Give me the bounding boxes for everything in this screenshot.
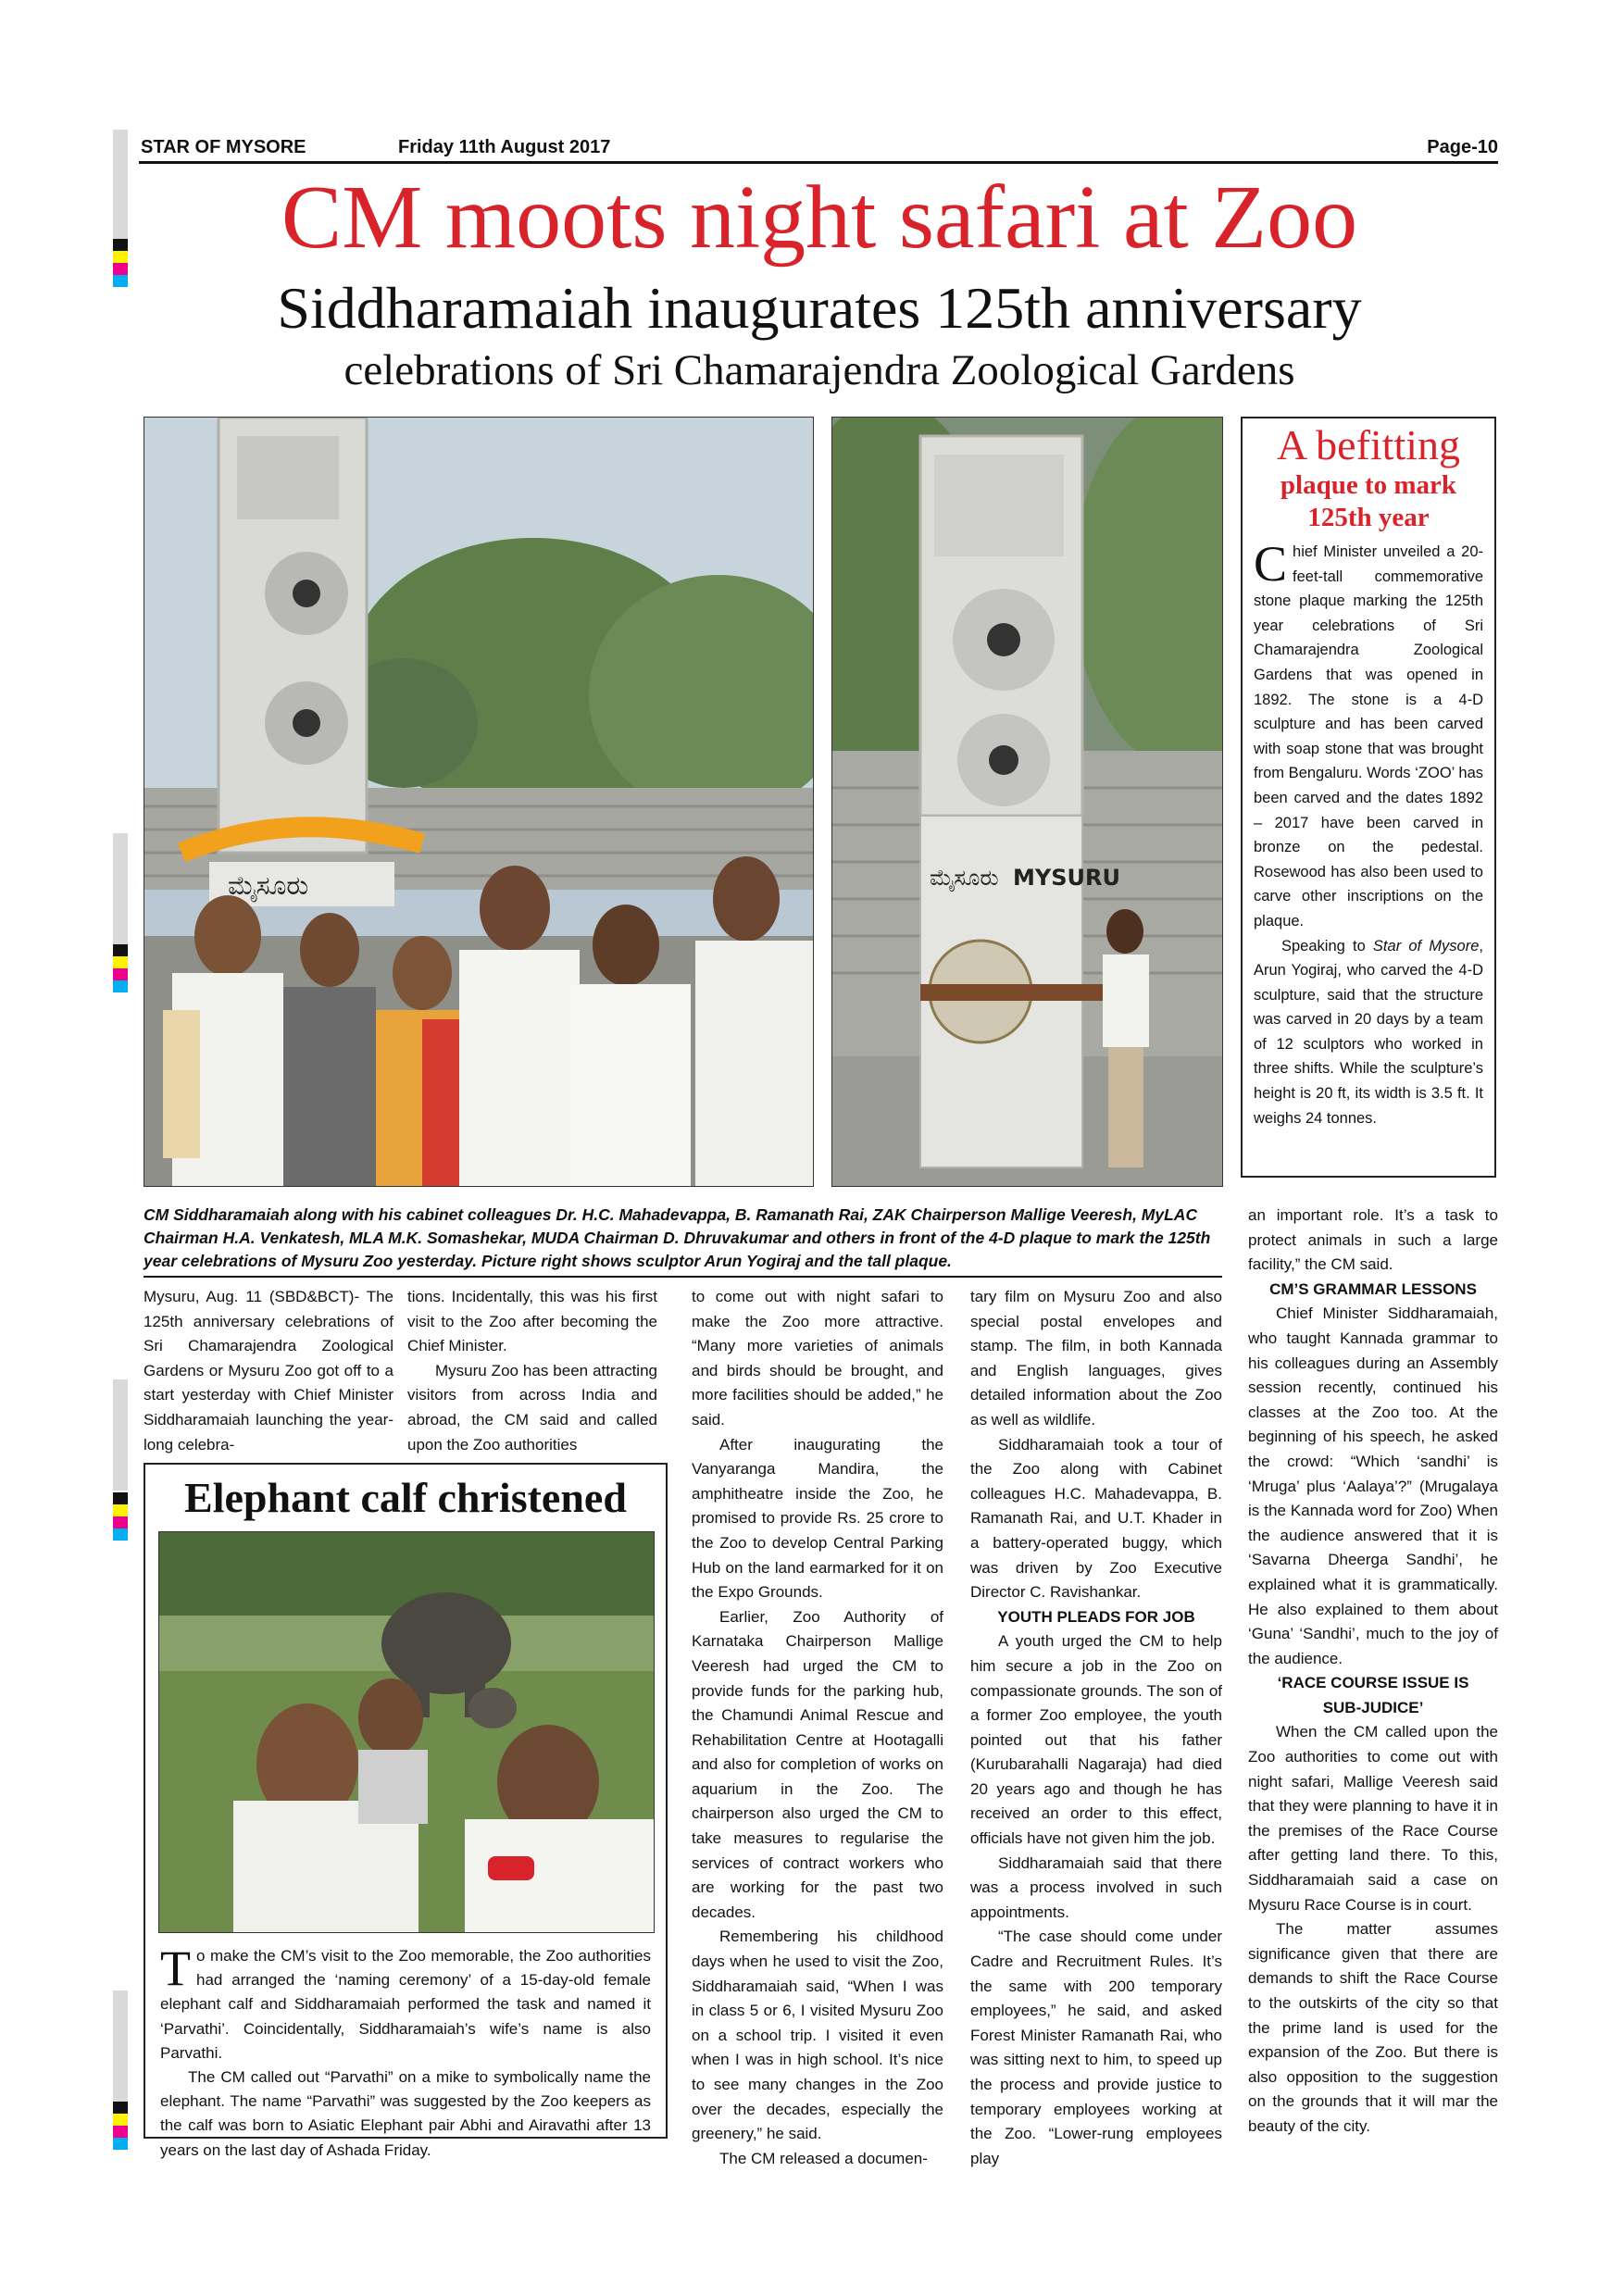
article-paragraph: After inaugurating the Vanyaranga Mandira, the amphitheatre inside the Zoo, he promised to provide Rs. 25 crore to the Zoo to develop Central Parking Hub on the land earmarked for it on the Expo Grounds. (692, 1435, 943, 1602)
color-swatch-magenta (113, 263, 128, 275)
article-paragraph: “The case should come under Cadre and Recruitment Rules. It’s the same with 200 temporary employees,” he said, and asked Forest Minister Ramanath Rai, who was sitting next to him, to speed up the process and provide justice to temporary employees working at the Zoo. “Lower-rung employees play (970, 1928, 1222, 2167)
sidebar-box (1241, 417, 1496, 1178)
color-swatch-yellow (113, 1504, 128, 1516)
article-paragraph: an important role. It’s a task to protect animals in such a large facility,” the CM said. (1248, 1206, 1498, 1274)
pedestal-english-text: MYSURU (1013, 865, 1121, 891)
registration-bar-mid (113, 833, 128, 944)
article-paragraph: Remembering his childhood days when he used to visit the Zoo, Siddharamaiah said, “When I was in class 5 or 6, I visited Mysuru Zoo on a school trip. I visited it even when I was in high school. It’s nice to see many changes in the Zoo over the decades, especially the greenery,” he said. (692, 1928, 943, 2143)
subheadline-1: Siddharamaiah inaugurates 125th anniversary (277, 275, 1362, 341)
photo-cm-with-colleagues (144, 417, 814, 1187)
elephant-photo-illustration (159, 1532, 654, 1932)
article-paragraph: tary film on Mysuru Zoo and also special postal envelopes and stamp. The film, in both Kannada and English languages, gives detailed information about the Zoo as well as wildlife. (970, 1288, 1222, 1429)
article-column-1 (144, 1285, 394, 1457)
sidebar-dropcap: C (1254, 536, 1288, 592)
pedestal-kannada-text: ಮೈಸೂರು (930, 865, 999, 891)
color-swatch-magenta (113, 1516, 128, 1529)
article-paragraph: When the CM called upon the Zoo authorities to come out with night safari, Mallige Veeresh said that they were planning to have it in the premises of the Race Course after getting land there. To this, Siddharamaiah said a case on Mysuru Race Course is in court. (1248, 1723, 1498, 1914)
color-swatch-cyan (113, 275, 128, 287)
color-swatch-magenta (113, 2126, 128, 2138)
elephant-paragraph-1: o make the CM’s visit to the Zoo memorable, the Zoo authorities had arranged the ‘naming ceremony’ of a 15-day-old female elephant calf and Siddharamaiah performed the task and named it ‘Parvathi’. Coincidentally, Siddharamaiah’s wife’s name is also Parvathi. (160, 1947, 651, 2062)
elephant-calf-box (144, 1463, 668, 2159)
color-swatch-yellow (113, 251, 128, 263)
color-swatch-yellow (113, 2114, 128, 2126)
registration-bar-top (113, 130, 128, 241)
article-lead-paragraph: Mysuru, Aug. 11 (SBD&BCT)- The 125th anniversary celebrations of Sri Chamarajendra Zoological Gardens or Mysuru Zoo got off to a start yesterday with Chief Minister Siddharamaiah launching the year-long celebra- (144, 1288, 394, 1454)
article-paragraph: The matter assumes significance given that there are demands to shift the Race Course to the outskirts of the city so that the prime land is used for the expansion of the Zoo. But there is also opposition to the suggestion on the grounds that it will mar the beauty of the city. (1248, 1920, 1498, 2135)
subheadline-2: celebrations of Sri Chamarajendra Zoological Gardens (344, 346, 1295, 394)
article-paragraph: Mysuru Zoo has been attracting visitors from across India and abroad, the CM said and called upon the Zoo authorities (407, 1361, 657, 1454)
color-swatch-yellow (113, 956, 128, 968)
article-paragraph: to come out with night safari to make the Zoo more attractive. “Many more varieties of animals and birds should be brought, and more facilities should be added,” he said. (692, 1288, 943, 1429)
article-subheading: ‘RACE COURSE ISSUE IS (1277, 1674, 1469, 1692)
sidebar-title: A befitting (1276, 421, 1461, 468)
registration-bar-low (113, 1379, 128, 1491)
header-rule (139, 161, 1498, 164)
photo-illustration-left (144, 418, 813, 1186)
registration-bar-bottom (113, 1990, 128, 2102)
color-swatch-black (113, 944, 128, 956)
masthead-name: STAR OF MYSORE (141, 137, 306, 157)
sidebar-paragraph-2-publication: Star of Mysore (1372, 937, 1480, 955)
photo-caption: CM Siddharamaiah along with his cabinet colleagues Dr. H.C. Mahadevappa, B. Ramanath Rai, ZAK Chairperson Mallige Veeresh, MyLAC Chairman H.A. Venkatesh, MLA M.K. Somashekar, MUDA Chairman D. Dhruvakumar and others in front of the 4-D plaque to mark the 125th year celebrations of Mysuru Zoo yesterday. Picture right shows sculptor Arun Yogiraj and the tall plaque. (144, 1205, 1211, 1270)
sidebar-paragraph-2-start: Speaking to (1281, 937, 1373, 955)
article-paragraph: Siddharamaiah took a tour of the Zoo along with Cabinet colleagues H.C. Mahadevappa, B. Ramanath Rai, and U.T. Khader in a battery-operated buggy, which was driven by Zoo Executive Director C. Ravishankar. (970, 1435, 1222, 1602)
article-subheading: YOUTH PLEADS FOR JOB (997, 1607, 1195, 1626)
article-paragraph: Chief Minister Siddharamaiah, who taught Kannada grammar to his colleagues during an Assembly session recently, continued his classes at the Zoo too. At the beginning of his speech, he asked the crowd: “Which ‘sandhi’ is ‘Mruga’ plus ‘Aalaya’?” (Mrugalaya is the Kannada word for Zoo) When the audience answered that it is ‘Savarna Dheerga Sandhi’, he explained what it is grammatically. He also explained to them about ‘Guna’ ‘Sandhi’, much to the joy of the audience. (1248, 1304, 1498, 1667)
article-paragraph: tions. Incidentally, this was his first visit to the Zoo after becoming the Chief Minister. (407, 1288, 657, 1355)
article-subheading: SUB-JUDICE’ (1322, 1698, 1424, 1716)
color-swatch-magenta (113, 968, 128, 980)
color-swatch-black (113, 239, 128, 251)
elephant-box-title: Elephant calf christened (184, 1474, 627, 1521)
sign-kannada-text: ಮೈಸೂರು (228, 870, 309, 901)
color-swatch-cyan (113, 2138, 128, 2150)
article-subheading: CM’S GRAMMAR LESSONS (1269, 1279, 1477, 1298)
elephant-dropcap: T (160, 1940, 191, 1996)
color-swatch-black (113, 1492, 128, 1504)
photo-illustration-right (832, 418, 1222, 1186)
color-swatch-cyan (113, 1529, 128, 1541)
photo-sculptor-plaque (831, 417, 1223, 1187)
article-paragraph: Siddharamaiah said that there was a process involved in such appointments. (970, 1853, 1222, 1921)
issue-date: Friday 11th August 2017 (398, 137, 611, 157)
article-column-3 (692, 1285, 943, 2171)
sidebar-paragraph-2-end: , Arun Yogiraj, who carved the 4-D sculpture, said that the structure was carved in 20 days by a team of 12 sculptors who worked in three shifts. While the sculpture’s height is 20 ft, its width is 3.5 ft. It weighs 24 tonnes. (1254, 937, 1483, 1127)
article-column-5 (1248, 1204, 1498, 2140)
article-column-4 (970, 1285, 1222, 2171)
article-column-2 (407, 1285, 657, 1457)
color-swatch-black (113, 2102, 128, 2114)
elephant-photo (158, 1531, 655, 1933)
elephant-box-body (160, 1940, 651, 2163)
headline: CM moots night safari at Zoo (281, 168, 1358, 268)
sidebar-subtitle-1: plaque to mark (1280, 470, 1457, 500)
elephant-paragraph-2: The CM called out “Parvathi” on a mike to symbolically name the elephant. The name “Parvathi” was suggested by the Zoo keepers as the calf was born to Asiatic Elephant pair Abhi and Airavathi after 13 years on the last day of Ashada Friday. (160, 2068, 651, 2159)
article-paragraph: Earlier, Zoo Authority of Karnataka Chairperson Mallige Veeresh had urged the CM to provide funds for the parking hub, the Chamundi Animal Rescue and Rehabilitation Centre at Hootagalli and also for completion of works on aquarium in the Zoo. The chairperson also urged the CM to take measures to regularise the services of contract workers who are working for the past two decades. (692, 1607, 943, 1921)
sidebar-subtitle-2: 125th year (1307, 503, 1430, 532)
article-paragraph: A youth urged the CM to help him secure a job in the Zoo on compassionate grounds. The son of a former Zoo employee, the youth pointed out that his father (Kurubarahalli Nagaraja) had died 20 years ago and though he has received an order to this effect, officials have not given him the job. (970, 1632, 1222, 1848)
page-number: Page-10 (1427, 137, 1498, 157)
color-swatch-cyan (113, 980, 128, 992)
caption-rule (144, 1276, 1222, 1278)
article-paragraph: The CM released a documen- (719, 2149, 928, 2167)
sidebar-paragraph-1: hief Minister unveiled a 20-feet-tall commemorative stone plaque marking the 125th year celebrations of Sri Chamarajendra Zoological Gardens that was opened in 1892. The stone is a 4-D sculpture and has been carved with soap stone that was brought from Bengaluru. Words ‘ZOO’ has been carved and the dates 1892 – 2017 have been carved in bronze on the pedestal. Rosewood has also been used to carve other inscriptions on the plaque. (1254, 543, 1483, 930)
sidebar-body (1254, 536, 1483, 1130)
